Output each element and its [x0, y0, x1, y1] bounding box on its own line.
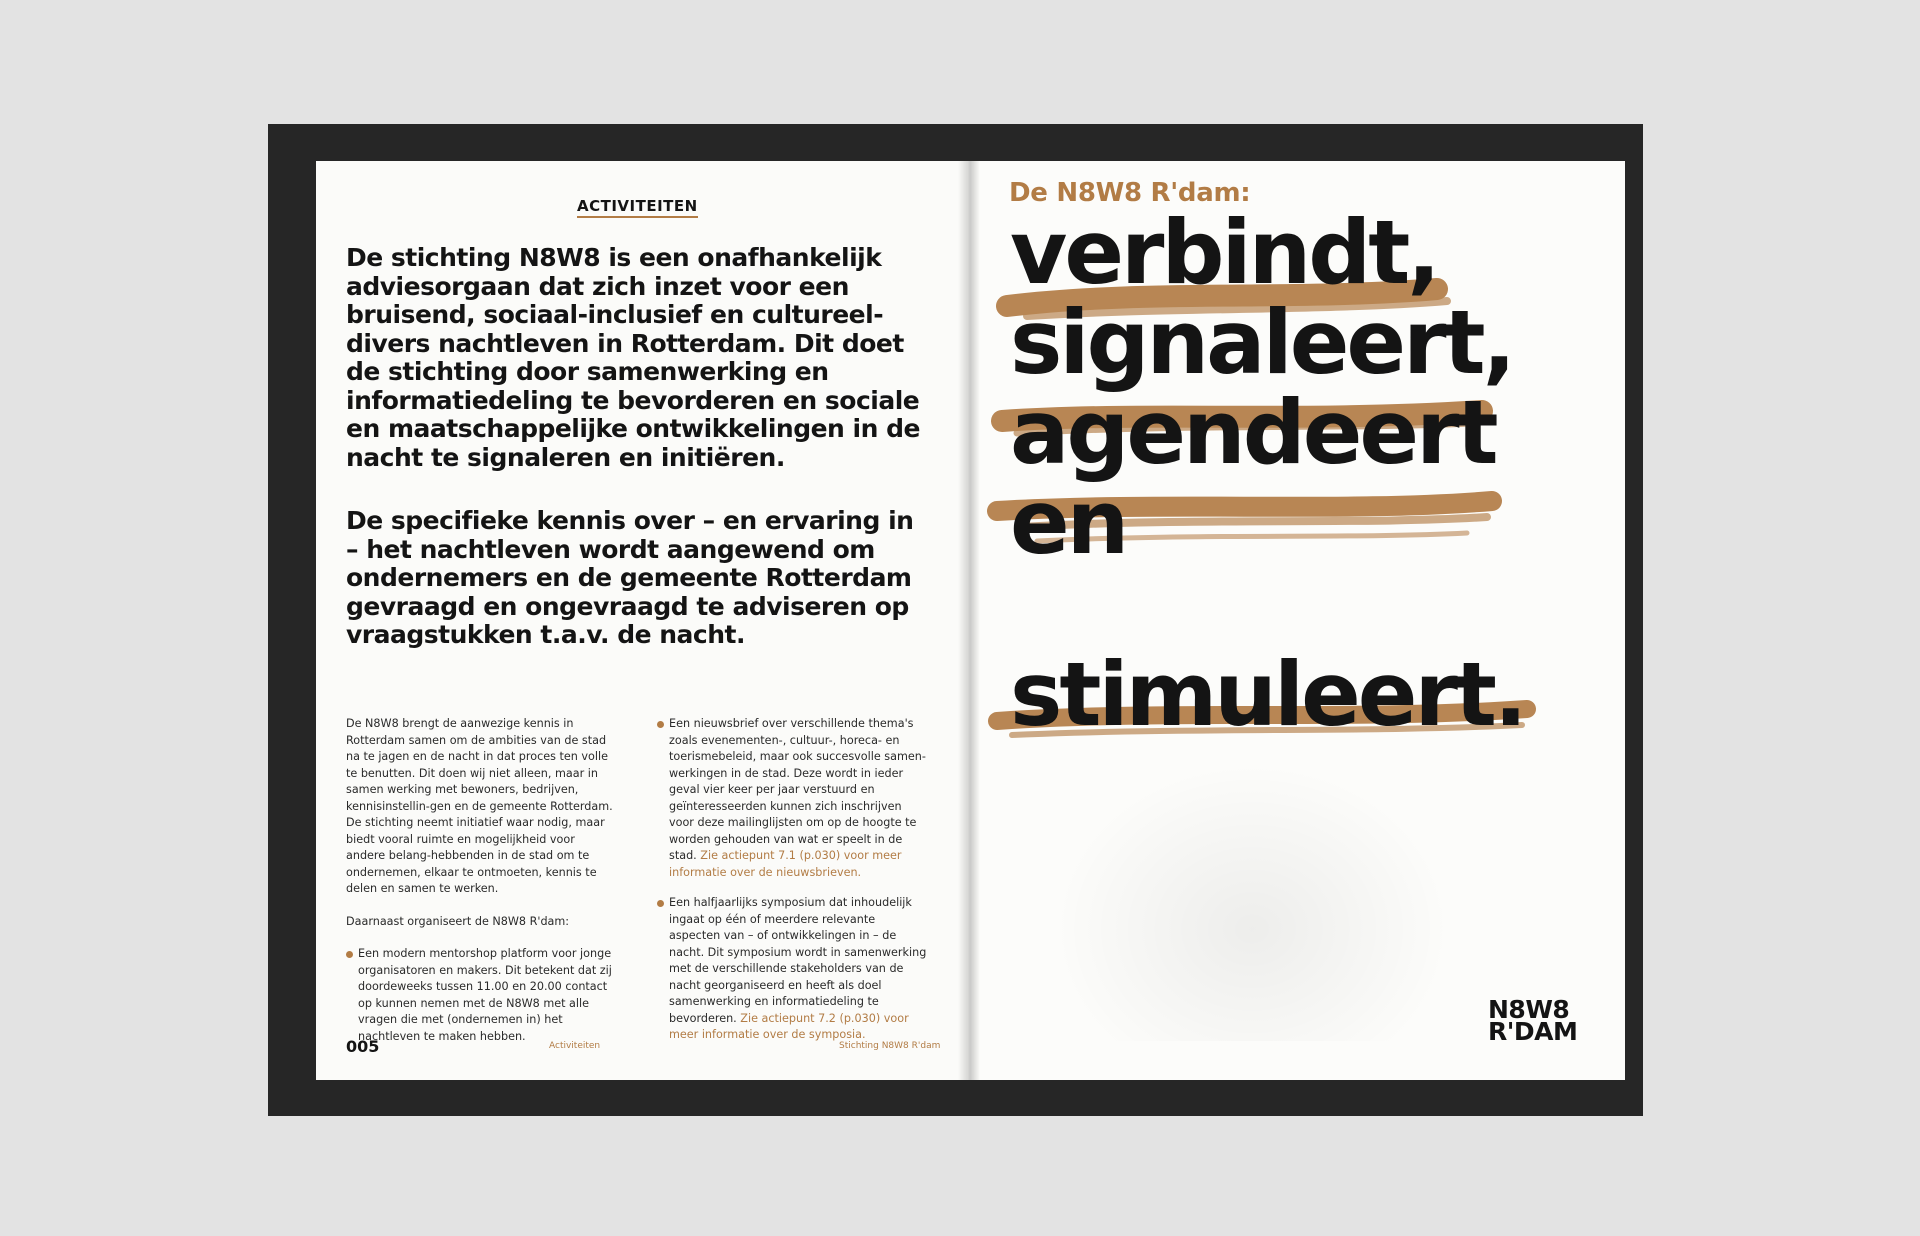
text-column-left [346, 716, 616, 1059]
footer-section: Activiteiten [549, 1041, 601, 1051]
headline-line: verbindt, [1010, 201, 1438, 304]
body-paragraph: De N8W8 brengt de aanwezige kennis in Rotterdam samen om de ambities van de stad na te jagen en de nacht in dat proces ten volle te benutten. Dit doen wij niet alleen, maar in samen werking met bewoners, bedrijven, kennisinstellin-gen en de gemeente Rotterdam. De stichting neemt initiatief waar nodig, maar biedt vooral ruimte en mogelijkheid voor andere belang-hebbenden in de stad om te ondernemen, elkaar te ontmoeten, kennis te delen en samen te werken. [346, 717, 613, 895]
spine-gutter [958, 161, 980, 1080]
list-item-text: Een halfjaarlijks symposium dat inhoudelijk ingaat op één of meerdere relevante aspecten van – of ontwikkelingen in – de nacht. Dit symposium wordt in samenwerking met de verschillende stakeholders van de nacht georganiseerd en heeft als doel samenwerking en informatiedeling te bevorderen. [669, 896, 927, 1025]
intro-heading-2: De specifieke kennis over – en ervaring in – het nachtleven wordt aangewend om ondernemers en de gemeente Rotterdam gevraagd en ongevraagd te adviseren op vraagstukken t.a.v. de nacht. [346, 506, 914, 649]
bullet-dot-icon [657, 721, 664, 728]
cross-reference-link: Zie actiepunt 7.2 (p.030) voor meer informatie over de symposia. [669, 1011, 909, 1041]
page-number: 005 [346, 1037, 380, 1056]
intro-heading: De stichting N8W8 is een onafhankelijk adviesorgaan dat zich inzet voor een bruisend, sociaal-inclusief en cultureel-divers nachtleven in Rotterdam. Dit doet de stichting door samenwerking en informatiedeling te bevorderen en sociale en maatschappelijke ontwikkelingen in de nacht te signaleren en initiëren. [346, 243, 920, 472]
n8w8-logo [1488, 995, 1578, 1046]
left-page [316, 161, 969, 1080]
headline-line: en [1010, 471, 1127, 574]
logo-line: R'DAM [1488, 1017, 1578, 1046]
list-item-text: Een modern mentorshop platform voor jonge organisatoren en makers. Dit betekent dat zij doordeweeks tussen 11.00 en 20.00 contact op kunnen nemen met de N8W8 met alle vragen die met (ondernemen in) het nachtleven te maken hebben. [358, 947, 612, 1043]
list-item [346, 946, 616, 1045]
logo-line: N8W8 [1488, 995, 1570, 1024]
cross-reference-link: Zie actiepunt 7.1 (p.030) voor meer informatie over de nieuwsbrieven. [669, 849, 902, 879]
list-item [657, 716, 927, 881]
kicker-heading: De N8W8 R'dam: [1009, 178, 1251, 208]
list-item-text: Een nieuwsbrief over verschillende thema's zoals evenementen-, cultuur-, horeca- en toerismebeleid, maar ook succesvolle samen-werkingen in de stad. Deze wordt in ieder geval vier keer per jaar verstuurd en geïnteresseerden kunnen zich inschrijven voor deze mailinglijsten om op de hoogte te worden gehouden van wat er speelt in de stad. [669, 717, 926, 862]
bullet-dot-icon [346, 951, 353, 958]
body-paragraph: Daarnaast organiseert de N8W8 R'dam: [346, 914, 570, 928]
headline-line: signaleert, [1010, 291, 1513, 394]
list-item [657, 895, 927, 1044]
headline-line: agendeert [1010, 381, 1496, 484]
section-label: ACTIVITEITEN [577, 197, 698, 218]
text-column-right [657, 716, 927, 1058]
headline-line: stimuleert. [1010, 643, 1525, 746]
bullet-dot-icon [657, 900, 664, 907]
right-page [967, 161, 1625, 1080]
footer-publisher: Stichting N8W8 R'dam [839, 1041, 941, 1051]
